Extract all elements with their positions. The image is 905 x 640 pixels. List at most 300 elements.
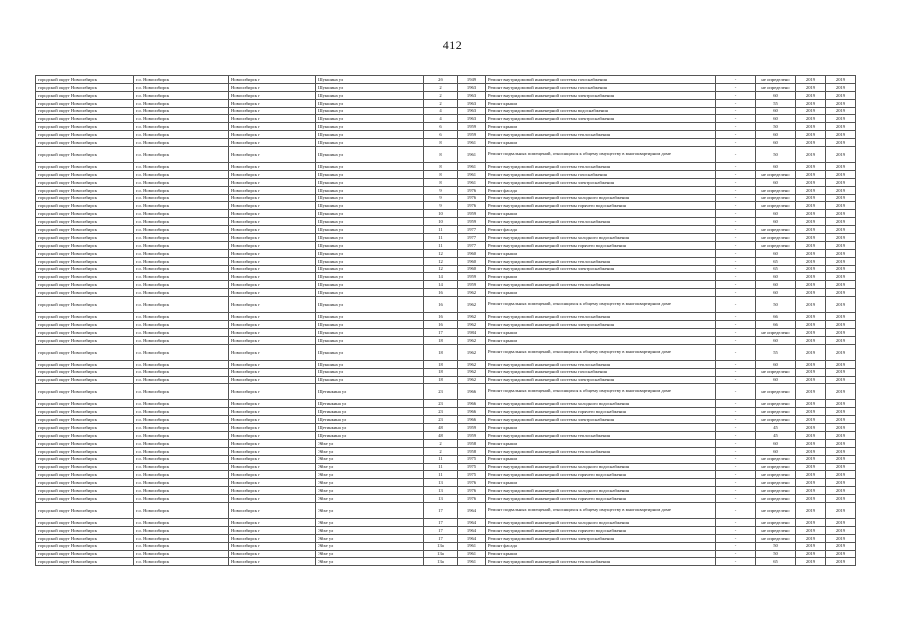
city-cell: Новосибирск г [229, 328, 316, 336]
dash-cell: - [716, 558, 756, 566]
street-cell: Шукшина ул [316, 202, 424, 210]
municipality-cell: городской округ Новосибирск [36, 321, 134, 329]
start-year-cell: 2019 [796, 123, 826, 131]
house-number-cell: 12 [424, 249, 458, 257]
end-year-cell: 2019 [826, 376, 856, 384]
municipality-cell: городской округ Новосибирск [36, 226, 134, 234]
district-cell: г.о. Новосибирск [134, 416, 229, 424]
table-row [36, 518, 856, 526]
house-number-cell: 12 [424, 265, 458, 273]
city-cell: Новосибирск г [229, 431, 316, 439]
start-year-cell: 2019 [796, 265, 826, 273]
table-row [36, 91, 856, 99]
house-number-cell: 16 [424, 289, 458, 297]
dash-cell: - [716, 502, 756, 518]
dash-cell: - [716, 281, 756, 289]
condition-cell: не определено [756, 526, 796, 534]
condition-cell: 60 [756, 163, 796, 171]
city-cell: Новосибирск г [229, 115, 316, 123]
start-year-cell: 2019 [796, 281, 826, 289]
build-year-cell: 1962 [458, 376, 486, 384]
start-year-cell: 2019 [796, 360, 826, 368]
build-year-cell: 1959 [458, 218, 486, 226]
street-cell: Шукшина ул [316, 147, 424, 163]
dash-cell: - [716, 384, 756, 400]
city-cell: Новосибирск г [229, 265, 316, 273]
dash-cell: - [716, 115, 756, 123]
condition-cell: 60 [756, 178, 796, 186]
table-row [36, 487, 856, 495]
end-year-cell: 2019 [826, 202, 856, 210]
city-cell: Новосибирск г [229, 218, 316, 226]
condition-cell: не определено [756, 471, 796, 479]
district-cell: г.о. Новосибирск [134, 83, 229, 91]
build-year-cell: 1959 [458, 273, 486, 281]
dash-cell: - [716, 289, 756, 297]
district-cell: г.о. Новосибирск [134, 487, 229, 495]
municipality-cell: городской округ Новосибирск [36, 416, 134, 424]
district-cell: г.о. Новосибирск [134, 265, 229, 273]
municipality-cell: городской округ Новосибирск [36, 281, 134, 289]
condition-cell: не определено [756, 487, 796, 495]
work-type-cell: Ремонт внутридомовой инженерной системы газоснабжения [486, 368, 716, 376]
municipality-cell: городской округ Новосибирск [36, 447, 134, 455]
start-year-cell: 2019 [796, 368, 826, 376]
start-year-cell: 2019 [796, 226, 826, 234]
end-year-cell: 2019 [826, 558, 856, 566]
dash-cell: - [716, 297, 756, 313]
start-year-cell: 2019 [796, 194, 826, 202]
dash-cell: - [716, 447, 756, 455]
dash-cell: - [716, 495, 756, 503]
build-year-cell: 1964 [458, 502, 486, 518]
house-number-cell: 18 [424, 360, 458, 368]
end-year-cell: 2019 [826, 463, 856, 471]
build-year-cell: 1961 [458, 147, 486, 163]
condition-cell: 60 [756, 210, 796, 218]
end-year-cell: 2019 [826, 99, 856, 107]
dash-cell: - [716, 479, 756, 487]
city-cell: Новосибирск г [229, 495, 316, 503]
end-year-cell: 2019 [826, 408, 856, 416]
condition-cell: не определено [756, 416, 796, 424]
work-type-cell: Ремонт внутридомовой инженерной системы теплоснабжения [486, 163, 716, 171]
table-row [36, 123, 856, 131]
condition-cell: не определено [756, 226, 796, 234]
condition-cell: 60 [756, 91, 796, 99]
dash-cell: - [716, 265, 756, 273]
street-cell: Шукшина ул [316, 313, 424, 321]
street-cell: Эйхе ул [316, 439, 424, 447]
street-cell: Шукшина ул [316, 226, 424, 234]
table-row [36, 526, 856, 534]
build-year-cell: 1961 [458, 178, 486, 186]
dash-cell: - [716, 518, 756, 526]
table-body [36, 76, 856, 566]
street-cell: Шукшина ул [316, 368, 424, 376]
table-row [36, 368, 856, 376]
house-number-cell: 16 [424, 321, 458, 329]
start-year-cell: 2019 [796, 400, 826, 408]
build-year-cell: 1966 [458, 408, 486, 416]
table-row [36, 534, 856, 542]
end-year-cell: 2019 [826, 107, 856, 115]
house-number-cell: 6 [424, 131, 458, 139]
district-cell: г.о. Новосибирск [134, 424, 229, 432]
street-cell: Шукшина ул [316, 281, 424, 289]
city-cell: Новосибирск г [229, 107, 316, 115]
municipality-cell: городской округ Новосибирск [36, 115, 134, 123]
work-type-cell: Ремонт внутридомовой инженерной системы водоснабжения [486, 107, 716, 115]
dash-cell: - [716, 226, 756, 234]
condition-cell: не определено [756, 186, 796, 194]
build-year-cell: 1960 [458, 249, 486, 257]
dash-cell: - [716, 328, 756, 336]
build-year-cell: 1963 [458, 107, 486, 115]
work-type-cell: Ремонт крыши [486, 424, 716, 432]
build-year-cell: 1977 [458, 226, 486, 234]
district-cell: г.о. Новосибирск [134, 321, 229, 329]
district-cell: г.о. Новосибирск [134, 534, 229, 542]
municipality-cell: городской округ Новосибирск [36, 99, 134, 107]
end-year-cell: 2019 [826, 241, 856, 249]
city-cell: Новосибирск г [229, 487, 316, 495]
municipality-cell: городской округ Новосибирск [36, 431, 134, 439]
work-type-cell: Ремонт внутридомовой инженерной системы горячего водоснабжения [486, 408, 716, 416]
city-cell: Новосибирск г [229, 463, 316, 471]
work-type-cell: Ремонт внутридомовой инженерной системы электроснабжения [486, 376, 716, 384]
start-year-cell: 2019 [796, 502, 826, 518]
condition-cell: 65 [756, 257, 796, 265]
city-cell: Новосибирск г [229, 447, 316, 455]
build-year-cell: 1962 [458, 360, 486, 368]
work-type-cell: Ремонт подвальных помещений, относящихся к общему имуществу в многоквартирном доме [486, 344, 716, 360]
district-cell: г.о. Новосибирск [134, 107, 229, 115]
district-cell: г.о. Новосибирск [134, 336, 229, 344]
house-number-cell: 16 [424, 297, 458, 313]
table-row [36, 431, 856, 439]
house-number-cell: 23 [424, 384, 458, 400]
table-row [36, 249, 856, 257]
condition-cell: 60 [756, 439, 796, 447]
street-cell: Шукшина ул [316, 131, 424, 139]
city-cell: Новосибирск г [229, 170, 316, 178]
dash-cell: - [716, 178, 756, 186]
municipality-cell: городской округ Новосибирск [36, 479, 134, 487]
municipality-cell: городской округ Новосибирск [36, 518, 134, 526]
start-year-cell: 2019 [796, 139, 826, 147]
condition-cell: не определено [756, 83, 796, 91]
municipality-cell: городской округ Новосибирск [36, 163, 134, 171]
build-year-cell: 1977 [458, 234, 486, 242]
table-row [36, 76, 856, 84]
street-cell: Шукшина ул [316, 76, 424, 84]
end-year-cell: 2019 [826, 210, 856, 218]
street-cell: Эйхе ул [316, 447, 424, 455]
municipality-cell: городской округ Новосибирск [36, 471, 134, 479]
start-year-cell: 2019 [796, 107, 826, 115]
house-number-cell: 18 [424, 344, 458, 360]
condition-cell: 60 [756, 289, 796, 297]
end-year-cell: 2019 [826, 170, 856, 178]
build-year-cell: 1984 [458, 328, 486, 336]
city-cell: Новосибирск г [229, 408, 316, 416]
start-year-cell: 2019 [796, 431, 826, 439]
district-cell: г.о. Новосибирск [134, 218, 229, 226]
end-year-cell: 2019 [826, 115, 856, 123]
work-type-cell: Ремонт внутридомовой инженерной системы теплоснабжения [486, 281, 716, 289]
street-cell: Эйхе ул [316, 471, 424, 479]
work-type-cell: Ремонт внутридомовой инженерной системы холодного водоснабжения [486, 518, 716, 526]
city-cell: Новосибирск г [229, 186, 316, 194]
street-cell: Шукшина ул [316, 107, 424, 115]
municipality-cell: городской округ Новосибирск [36, 542, 134, 550]
street-cell: Шукшина ул [316, 170, 424, 178]
house-number-cell: 8 [424, 163, 458, 171]
municipality-cell: городской округ Новосибирск [36, 202, 134, 210]
street-cell: Шукшина ул [316, 115, 424, 123]
city-cell: Новосибирск г [229, 376, 316, 384]
city-cell: Новосибирск г [229, 76, 316, 84]
condition-cell: не определено [756, 455, 796, 463]
start-year-cell: 2019 [796, 313, 826, 321]
street-cell: Щетинкина ул [316, 431, 424, 439]
condition-cell: 45 [756, 431, 796, 439]
work-type-cell: Ремонт внутридомовой инженерной системы электроснабжения [486, 178, 716, 186]
condition-cell: не определено [756, 76, 796, 84]
work-type-cell: Ремонт крыши [486, 550, 716, 558]
district-cell: г.о. Новосибирск [134, 384, 229, 400]
house-number-cell: 17 [424, 526, 458, 534]
start-year-cell: 2019 [796, 495, 826, 503]
city-cell: Новосибирск г [229, 210, 316, 218]
district-cell: г.о. Новосибирск [134, 186, 229, 194]
start-year-cell: 2019 [796, 210, 826, 218]
dash-cell: - [716, 463, 756, 471]
work-type-cell: Ремонт внутридомовой инженерной системы электроснабжения [486, 265, 716, 273]
city-cell: Новосибирск г [229, 416, 316, 424]
table-row [36, 139, 856, 147]
municipality-cell: городской округ Новосибирск [36, 526, 134, 534]
end-year-cell: 2019 [826, 344, 856, 360]
house-number-cell: 2 [424, 99, 458, 107]
city-cell: Новосибирск г [229, 534, 316, 542]
table-row [36, 226, 856, 234]
house-number-cell: 17 [424, 328, 458, 336]
end-year-cell: 2019 [826, 139, 856, 147]
street-cell: Шукшина ул [316, 265, 424, 273]
build-year-cell: 1962 [458, 368, 486, 376]
city-cell: Новосибирск г [229, 91, 316, 99]
table-row [36, 178, 856, 186]
start-year-cell: 2019 [796, 384, 826, 400]
condition-cell: не определено [756, 400, 796, 408]
district-cell: г.о. Новосибирск [134, 313, 229, 321]
city-cell: Новосибирск г [229, 83, 316, 91]
build-year-cell: 1961 [458, 550, 486, 558]
table-row [36, 424, 856, 432]
municipality-cell: городской округ Новосибирск [36, 487, 134, 495]
start-year-cell: 2019 [796, 297, 826, 313]
house-number-cell: 8 [424, 178, 458, 186]
house-number-cell: 6 [424, 123, 458, 131]
city-cell: Новосибирск г [229, 281, 316, 289]
municipality-cell: городской округ Новосибирск [36, 502, 134, 518]
street-cell: Шукшина ул [316, 376, 424, 384]
municipality-cell: городской округ Новосибирск [36, 186, 134, 194]
house-number-cell: 11 [424, 226, 458, 234]
end-year-cell: 2019 [826, 194, 856, 202]
municipality-cell: городской округ Новосибирск [36, 257, 134, 265]
municipality-cell: городской округ Новосибирск [36, 408, 134, 416]
end-year-cell: 2019 [826, 550, 856, 558]
build-year-cell: 1975 [458, 455, 486, 463]
table-row [36, 289, 856, 297]
table-row [36, 328, 856, 336]
condition-cell: 60 [756, 139, 796, 147]
table-row [36, 313, 856, 321]
start-year-cell: 2019 [796, 408, 826, 416]
work-type-cell: Ремонт внутридомовой инженерной системы теплоснабжения [486, 313, 716, 321]
municipality-cell: городской округ Новосибирск [36, 463, 134, 471]
build-year-cell: 1976 [458, 479, 486, 487]
build-year-cell: 1949 [458, 76, 486, 84]
city-cell: Новосибирск г [229, 502, 316, 518]
work-type-cell: Ремонт внутридомовой инженерной системы газоснабжения [486, 170, 716, 178]
table-row [36, 257, 856, 265]
end-year-cell: 2019 [826, 502, 856, 518]
district-cell: г.о. Новосибирск [134, 123, 229, 131]
dash-cell: - [716, 170, 756, 178]
house-number-cell: 17 [424, 502, 458, 518]
municipality-cell: городской округ Новосибирск [36, 376, 134, 384]
work-type-cell: Ремонт внутридомовой инженерной системы электроснабжения [486, 321, 716, 329]
street-cell: Эйхе ул [316, 518, 424, 526]
house-number-cell: 13а [424, 550, 458, 558]
city-cell: Новосибирск г [229, 471, 316, 479]
street-cell: Шукшина ул [316, 289, 424, 297]
city-cell: Новосибирск г [229, 479, 316, 487]
end-year-cell: 2019 [826, 76, 856, 84]
start-year-cell: 2019 [796, 328, 826, 336]
municipality-cell: городской округ Новосибирск [36, 265, 134, 273]
end-year-cell: 2019 [826, 439, 856, 447]
district-cell: г.о. Новосибирск [134, 115, 229, 123]
house-number-cell: 2б [424, 76, 458, 84]
work-type-cell: Ремонт крыши [486, 479, 716, 487]
table-row [36, 186, 856, 194]
city-cell: Новосибирск г [229, 163, 316, 171]
house-number-cell: 2 [424, 447, 458, 455]
street-cell: Шукшина ул [316, 83, 424, 91]
work-type-cell: Ремонт внутридомовой инженерной системы горячего водоснабжения [486, 241, 716, 249]
city-cell: Новосибирск г [229, 455, 316, 463]
condition-cell: не определено [756, 495, 796, 503]
build-year-cell: 1961 [458, 170, 486, 178]
table-row [36, 495, 856, 503]
house-number-cell: 11 [424, 234, 458, 242]
city-cell: Новосибирск г [229, 550, 316, 558]
district-cell: г.о. Новосибирск [134, 518, 229, 526]
house-number-cell: 11 [424, 241, 458, 249]
municipality-cell: городской округ Новосибирск [36, 297, 134, 313]
municipality-cell: городской округ Новосибирск [36, 368, 134, 376]
street-cell: Эйхе ул [316, 542, 424, 550]
table-row [36, 400, 856, 408]
municipality-cell: городской округ Новосибирск [36, 328, 134, 336]
work-type-cell: Ремонт внутридомовой инженерной системы холодного водоснабжения [486, 234, 716, 242]
dash-cell: - [716, 376, 756, 384]
municipality-cell: городской округ Новосибирск [36, 360, 134, 368]
table-row [36, 455, 856, 463]
work-type-cell: Ремонт внутридомовой инженерной системы теплоснабжения [486, 218, 716, 226]
district-cell: г.о. Новосибирск [134, 241, 229, 249]
end-year-cell: 2019 [826, 234, 856, 242]
condition-cell: 60 [756, 273, 796, 281]
dash-cell: - [716, 186, 756, 194]
district-cell: г.о. Новосибирск [134, 550, 229, 558]
condition-cell: не определено [756, 234, 796, 242]
city-cell: Новосибирск г [229, 139, 316, 147]
district-cell: г.о. Новосибирск [134, 542, 229, 550]
start-year-cell: 2019 [796, 336, 826, 344]
house-number-cell: 13 [424, 495, 458, 503]
work-type-cell: Ремонт крыши [486, 249, 716, 257]
street-cell: Щетинкина ул [316, 416, 424, 424]
work-type-cell: Ремонт внутридомовой инженерной системы теплоснабжения [486, 360, 716, 368]
street-cell: Эйхе ул [316, 558, 424, 566]
end-year-cell: 2019 [826, 542, 856, 550]
condition-cell: 45 [756, 424, 796, 432]
district-cell: г.о. Новосибирск [134, 502, 229, 518]
work-type-cell: Ремонт крыши [486, 273, 716, 281]
district-cell: г.о. Новосибирск [134, 447, 229, 455]
street-cell: Эйхе ул [316, 455, 424, 463]
street-cell: Шукшина ул [316, 91, 424, 99]
street-cell: Шукшина ул [316, 249, 424, 257]
start-year-cell: 2019 [796, 463, 826, 471]
table-row [36, 502, 856, 518]
condition-cell: не определено [756, 202, 796, 210]
house-number-cell: 4 [424, 107, 458, 115]
dash-cell: - [716, 131, 756, 139]
condition-cell: 60 [756, 115, 796, 123]
build-year-cell: 1959 [458, 210, 486, 218]
work-type-cell: Ремонт внутридомовой инженерной системы теплоснабжения [486, 431, 716, 439]
street-cell: Шукшина ул [316, 344, 424, 360]
condition-cell: 66 [756, 321, 796, 329]
dash-cell: - [716, 91, 756, 99]
table-row [36, 170, 856, 178]
work-type-cell: Ремонт внутридомовой инженерной системы холодного водоснабжения [486, 487, 716, 495]
street-cell: Шукшина ул [316, 241, 424, 249]
start-year-cell: 2019 [796, 526, 826, 534]
work-type-cell: Ремонт крыши [486, 455, 716, 463]
dash-cell: - [716, 147, 756, 163]
table-row [36, 471, 856, 479]
end-year-cell: 2019 [826, 281, 856, 289]
condition-cell: 60 [756, 360, 796, 368]
city-cell: Новосибирск г [229, 273, 316, 281]
district-cell: г.о. Новосибирск [134, 439, 229, 447]
table-row [36, 107, 856, 115]
dash-cell: - [716, 163, 756, 171]
table-row [36, 360, 856, 368]
table-row [36, 234, 856, 242]
table-row [36, 218, 856, 226]
work-type-cell: Ремонт внутридомовой инженерной системы горячего водоснабжения [486, 202, 716, 210]
end-year-cell: 2019 [826, 249, 856, 257]
